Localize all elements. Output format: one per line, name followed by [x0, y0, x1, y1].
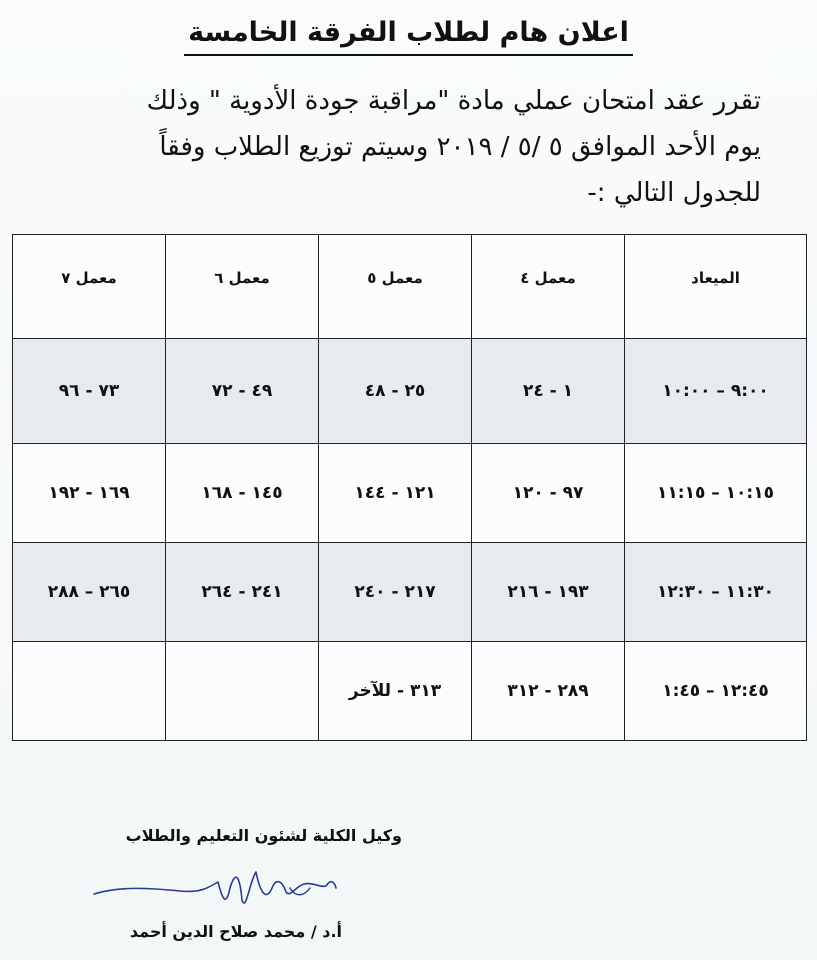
table-row: [13, 543, 807, 642]
table-cell: ٤٩ - ٧٢: [166, 339, 319, 444]
paragraph-line-1: تقرر عقد امتحان عملي مادة "مراقبة جودة الأدوية " وذلك: [146, 86, 761, 116]
table-header-row: [13, 235, 807, 339]
header-lab-4: معمل ٤: [472, 235, 625, 339]
table-cell: [166, 642, 319, 741]
paragraph-line-3: للجدول التالي :-: [587, 178, 761, 208]
header-time: الميعاد: [625, 235, 807, 339]
table-cell: ٢٥ - ٤٨: [319, 339, 472, 444]
handwritten-signature: [90, 858, 350, 918]
announcement-title-text: اعلان هام لطلاب الفرقة الخامسة: [184, 14, 633, 56]
schedule-table: [12, 234, 807, 741]
signer-name: أ.د / محمد صلاح الدين أحمد: [129, 922, 342, 941]
header-lab-6: معمل ٦: [166, 235, 319, 339]
table-cell: ٢٨٩ - ٣١٢: [472, 642, 625, 741]
table-cell: ٣١٣ - للآخر: [319, 642, 472, 741]
paragraph-line-2: يوم الأحد الموافق ٥ /٥ / ٢٠١٩ وسيتم توزيع الطلاب وفقاً: [159, 132, 761, 162]
announcement-paragraph: [61, 78, 761, 216]
table-cell: ٢١٧ - ٢٤٠: [319, 543, 472, 642]
table-row: [13, 642, 807, 741]
table-cell: ١٢١ - ١٤٤: [319, 444, 472, 543]
table-cell: ٩٧ - ١٢٠: [472, 444, 625, 543]
table-cell-time: ٩:٠٠ – ١٠:٠٠: [625, 339, 807, 444]
signer-title: وكيل الكلية لشئون التعليم والطلاب: [125, 826, 402, 845]
table-cell-time: ١١:٣٠ – ١٢:٣٠: [625, 543, 807, 642]
table-cell-time: ١٠:١٥ – ١١:١٥: [625, 444, 807, 543]
announcement-title: [0, 14, 817, 56]
header-lab-7: معمل ٧: [13, 235, 166, 339]
table-cell-time: ١٢:٤٥ – ١:٤٥: [625, 642, 807, 741]
table-cell: ١ - ٢٤: [472, 339, 625, 444]
table-cell: [13, 642, 166, 741]
table-cell: ٢٦٥ – ٢٨٨: [13, 543, 166, 642]
table-cell: ٧٣ - ٩٦: [13, 339, 166, 444]
header-lab-5: معمل ٥: [319, 235, 472, 339]
table-cell: ٢٤١ - ٢٦٤: [166, 543, 319, 642]
table-cell: ١٩٣ - ٢١٦: [472, 543, 625, 642]
table-cell: ١٤٥ - ١٦٨: [166, 444, 319, 543]
table-row: [13, 444, 807, 543]
table-row: [13, 339, 807, 444]
table-cell: ١٦٩ - ١٩٢: [13, 444, 166, 543]
